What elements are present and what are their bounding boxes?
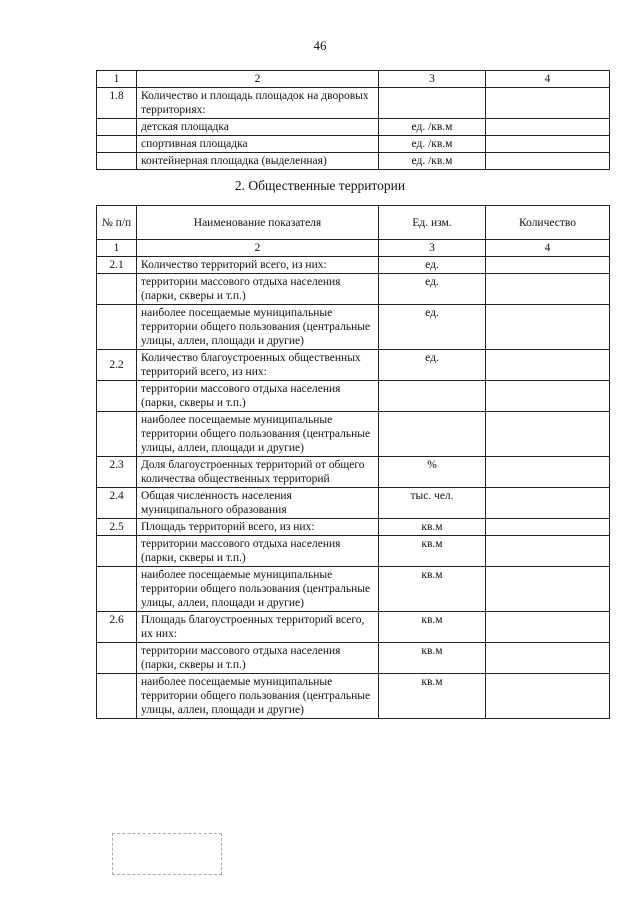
cell-unit: ед. xyxy=(379,257,486,274)
column-index: 1 xyxy=(97,240,137,257)
table-header-row xyxy=(97,71,610,88)
cell-num: 2.2 xyxy=(97,350,137,381)
cell-name: Доля благоустроенных территорий от общего количества общественных территорий xyxy=(137,457,379,488)
cell-qty xyxy=(486,153,610,170)
cell-num xyxy=(97,153,137,170)
column-index: 3 xyxy=(379,240,486,257)
cell-unit: кв.м xyxy=(379,643,486,674)
cell-unit: ед. xyxy=(379,350,486,381)
cell-name: Площадь территорий всего, из них: xyxy=(137,519,379,536)
cell-unit xyxy=(379,412,486,457)
cell-num xyxy=(97,567,137,612)
cell-qty xyxy=(486,643,610,674)
table-row xyxy=(97,612,610,643)
table-row xyxy=(97,381,610,412)
cell-qty xyxy=(486,257,610,274)
cell-unit xyxy=(379,88,486,119)
table-row xyxy=(97,88,610,119)
table-row xyxy=(97,567,610,612)
cell-qty xyxy=(486,412,610,457)
scan-stamp xyxy=(112,833,222,875)
cell-name: территории массового отдыха населения (парки, скверы и т.п.) xyxy=(137,381,379,412)
cell-unit: кв.м xyxy=(379,567,486,612)
cell-unit: кв.м xyxy=(379,612,486,643)
cell-qty xyxy=(486,457,610,488)
column-header-qty: Количество xyxy=(486,206,610,240)
table-header-row xyxy=(97,206,610,240)
column-index: 4 xyxy=(486,240,610,257)
table-row xyxy=(97,153,610,170)
cell-qty xyxy=(486,488,610,519)
table-row xyxy=(97,274,610,305)
cell-name: спортивная площадка xyxy=(137,136,379,153)
cell-num xyxy=(97,119,137,136)
cell-unit: тыс. чел. xyxy=(379,488,486,519)
table-index-row xyxy=(97,240,610,257)
cell-name: наиболее посещаемые муниципальные территории общего пользования (центральные улицы, аллеи, площади и другие) xyxy=(137,412,379,457)
table-row xyxy=(97,674,610,719)
cell-unit: ед. xyxy=(379,274,486,305)
cell-name: Общая численность населения муниципального образования xyxy=(137,488,379,519)
cell-name: Количество благоустроенных общественных территорий всего, из них: xyxy=(137,350,379,381)
cell-qty xyxy=(486,119,610,136)
cell-unit: кв.м xyxy=(379,519,486,536)
cell-num: 2.5 xyxy=(97,519,137,536)
table-row xyxy=(97,643,610,674)
table-row xyxy=(97,119,610,136)
cell-unit: кв.м xyxy=(379,536,486,567)
cell-qty xyxy=(486,350,610,381)
cell-num: 2.1 xyxy=(97,257,137,274)
table-playgrounds xyxy=(96,70,610,170)
cell-num xyxy=(97,381,137,412)
cell-unit: кв.м xyxy=(379,674,486,719)
cell-num: 2.6 xyxy=(97,612,137,643)
page-number: 46 xyxy=(313,38,327,53)
cell-num: 1.8 xyxy=(97,88,137,119)
cell-num xyxy=(97,412,137,457)
cell-name: территории массового отдыха населения (парки, скверы и т.п.) xyxy=(137,536,379,567)
cell-unit: ед. xyxy=(379,305,486,350)
cell-qty xyxy=(486,612,610,643)
cell-qty xyxy=(486,567,610,612)
cell-name: территории массового отдыха населения (парки, скверы и т.п.) xyxy=(137,274,379,305)
cell-qty xyxy=(486,519,610,536)
cell-name: наиболее посещаемые муниципальные территории общего пользования (центральные улицы, аллеи, площади и другие) xyxy=(137,567,379,612)
column-index: 4 xyxy=(486,71,610,88)
cell-name: наиболее посещаемые муниципальные территории общего пользования (центральные улицы, аллеи, площади и другие) xyxy=(137,305,379,350)
cell-num xyxy=(97,305,137,350)
cell-name: контейнерная площадка (выделенная) xyxy=(137,153,379,170)
cell-name: детская площадка xyxy=(137,119,379,136)
table-row xyxy=(97,305,610,350)
cell-num xyxy=(97,643,137,674)
column-index: 2 xyxy=(137,240,379,257)
table-row xyxy=(97,257,610,274)
cell-unit: ед. /кв.м xyxy=(379,153,486,170)
cell-qty xyxy=(486,274,610,305)
cell-qty xyxy=(486,305,610,350)
table-row xyxy=(97,488,610,519)
cell-name: Количество территорий всего, из них: xyxy=(137,257,379,274)
column-index: 3 xyxy=(379,71,486,88)
column-header-name: Наименование показателя xyxy=(137,206,379,240)
cell-qty xyxy=(486,136,610,153)
cell-unit: % xyxy=(379,457,486,488)
cell-num xyxy=(97,136,137,153)
section-title: 2. Общественные территории xyxy=(234,178,406,193)
cell-name: территории массового отдыха населения (парки, скверы и т.п.) xyxy=(137,643,379,674)
table-row xyxy=(97,536,610,567)
table-row xyxy=(97,350,610,381)
cell-name: Количество и площадь площадок на дворовых территориях: xyxy=(137,88,379,119)
table-row xyxy=(97,412,610,457)
column-index: 1 xyxy=(97,71,137,88)
column-header-num: № п/п xyxy=(97,206,137,240)
cell-qty xyxy=(486,674,610,719)
table-row xyxy=(97,457,610,488)
cell-qty xyxy=(486,381,610,412)
cell-num: 2.4 xyxy=(97,488,137,519)
cell-name: наиболее посещаемые муниципальные территории общего пользования (центральные улицы, аллеи, площади и другие) xyxy=(137,674,379,719)
column-header-unit: Ед. изм. xyxy=(379,206,486,240)
cell-num: 2.3 xyxy=(97,457,137,488)
cell-unit: ед. /кв.м xyxy=(379,119,486,136)
column-index: 2 xyxy=(137,71,379,88)
cell-num xyxy=(97,674,137,719)
table-row xyxy=(97,136,610,153)
cell-qty xyxy=(486,88,610,119)
cell-name: Площадь благоустроенных территорий всего, их них: xyxy=(137,612,379,643)
table-row xyxy=(97,519,610,536)
table-public-territories xyxy=(96,205,610,719)
cell-qty xyxy=(486,536,610,567)
cell-unit: ед. /кв.м xyxy=(379,136,486,153)
cell-num xyxy=(97,536,137,567)
cell-num xyxy=(97,274,137,305)
cell-unit xyxy=(379,381,486,412)
